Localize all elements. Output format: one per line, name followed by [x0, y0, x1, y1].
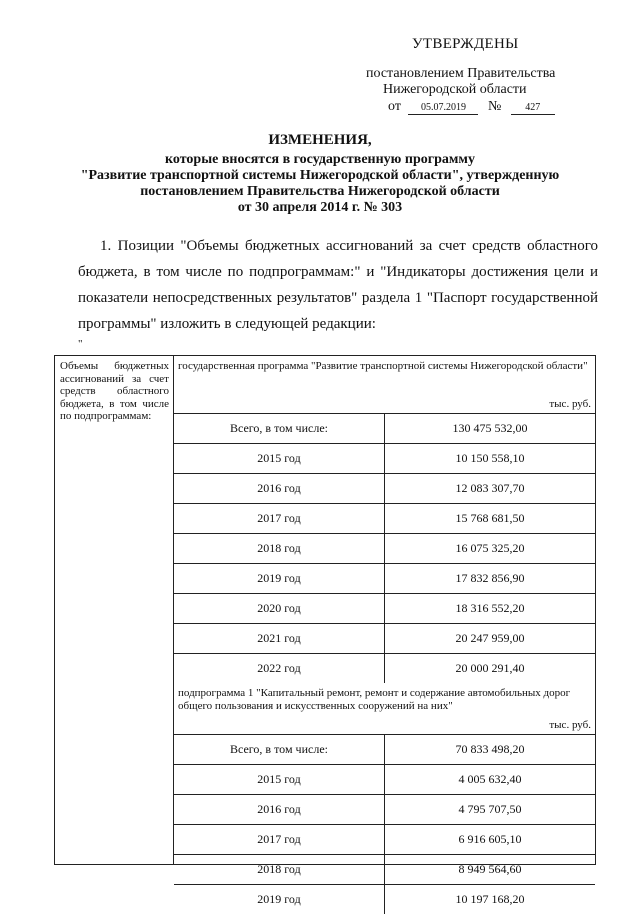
row-label: 2019 год: [174, 564, 385, 593]
row-value: 12 083 307,70: [455, 481, 525, 495]
approval-date: 05.07.2019: [408, 102, 478, 115]
row-value: 8 949 564,60: [458, 862, 522, 876]
row-label: Всего, в том числе:: [174, 414, 385, 443]
section-title: подпрограмма 1 "Капитальный ремонт, ремонт и содержание автомобильных дорог общего пользования и искусственных сооружений на них": [178, 687, 571, 712]
row-value: 4 005 632,40: [458, 772, 522, 786]
heading-line: постановлением Правительства Нижегородской области: [140, 184, 500, 199]
table-row: [174, 624, 595, 654]
row-label: 2021 год: [174, 624, 385, 653]
table-row: [174, 504, 595, 534]
section-header-program: [174, 356, 595, 414]
row-label: 2017 год: [174, 825, 385, 854]
table-row: [174, 765, 595, 795]
approval-block: [0, 0, 640, 120]
table-row: [174, 534, 595, 564]
heading-line: которые вносятся в государственную программу: [165, 152, 475, 167]
row-value: 130 475 532,00: [452, 421, 528, 435]
row-label: 2019 год: [174, 885, 385, 914]
table-row: [174, 444, 595, 474]
heading-line: от 30 апреля 2014 г. № 303: [237, 200, 403, 215]
row-value: 70 833 498,20: [455, 742, 525, 756]
table-row: [174, 885, 595, 914]
row-label: 2020 год: [174, 594, 385, 623]
row-label: 2018 год: [174, 534, 385, 563]
row-label: 2022 год: [174, 654, 385, 683]
row-label: 2016 год: [174, 474, 385, 503]
row-value: 15 768 681,50: [455, 511, 525, 525]
budget-table: [54, 355, 596, 906]
table-row: [174, 594, 595, 624]
row-value: 18 316 552,20: [455, 601, 525, 615]
row-value: 10 197 168,20: [455, 892, 525, 906]
row-value: 6 916 605,10: [458, 832, 522, 846]
table-row: [174, 474, 595, 504]
program-rows: [174, 414, 595, 683]
approval-title: УТВЕРЖДЕНЫ: [412, 36, 519, 52]
row-label: 2015 год: [174, 765, 385, 794]
row-value: 20 247 959,00: [455, 631, 525, 645]
row-label: Всего, в том числе:: [174, 735, 385, 764]
section-title: государственная программа "Развитие транспортной системы Нижегородской области": [178, 360, 588, 372]
approval-date-line: [388, 99, 555, 115]
number-sign: №: [487, 99, 502, 114]
left-header: Объемы бюджетных ассигнований за счет средств областного бюджета, в том числе по подпрограммам:: [60, 360, 169, 422]
approval-number: 427: [511, 102, 555, 115]
section-header-subprogram: [174, 683, 595, 735]
row-value: 17 832 856,90: [455, 571, 525, 585]
unit-label: тыс. руб.: [549, 718, 591, 731]
document-heading: [0, 132, 640, 216]
approval-line-1: постановлением Правительства: [366, 66, 556, 81]
body-paragraph: [78, 233, 598, 337]
table-row: [174, 564, 595, 594]
table-right-column: [174, 356, 595, 906]
heading-title: ИЗМЕНЕНИЯ,: [268, 132, 372, 148]
heading-line: "Развитие транспортной системы Нижегородской области", утвержденную: [80, 168, 560, 183]
row-value: 16 075 325,20: [455, 541, 525, 555]
table-row: [174, 735, 595, 765]
table-row: [174, 825, 595, 855]
table-row: [174, 795, 595, 825]
row-value: 20 000 291,40: [455, 661, 525, 675]
row-value: 10 150 558,10: [455, 451, 525, 465]
opening-quote: ": [78, 338, 83, 350]
paragraph-text: 1. Позиции "Объемы бюджетных ассигнований за счет средств областного бюджета, в том числе по подпрограммам:" и "Индикаторы достижения цели и показатели непосредственных результатов" раздела 1 "Паспорт государственной программы" изложить в следующей редакции:: [78, 238, 598, 332]
unit-label: тыс. руб.: [549, 397, 591, 410]
table-row: [174, 855, 595, 885]
row-label: 2018 год: [174, 855, 385, 884]
row-label: 2016 год: [174, 795, 385, 824]
subprogram-rows: [174, 735, 595, 914]
date-prefix: от: [388, 99, 401, 114]
row-value: 4 795 707,50: [458, 802, 522, 816]
table-row: [174, 654, 595, 683]
row-label: 2017 год: [174, 504, 385, 533]
row-label: 2015 год: [174, 444, 385, 473]
table-row: [174, 414, 595, 444]
table-left-column: [55, 356, 174, 864]
approval-line-2: Нижегородской области: [383, 82, 527, 97]
